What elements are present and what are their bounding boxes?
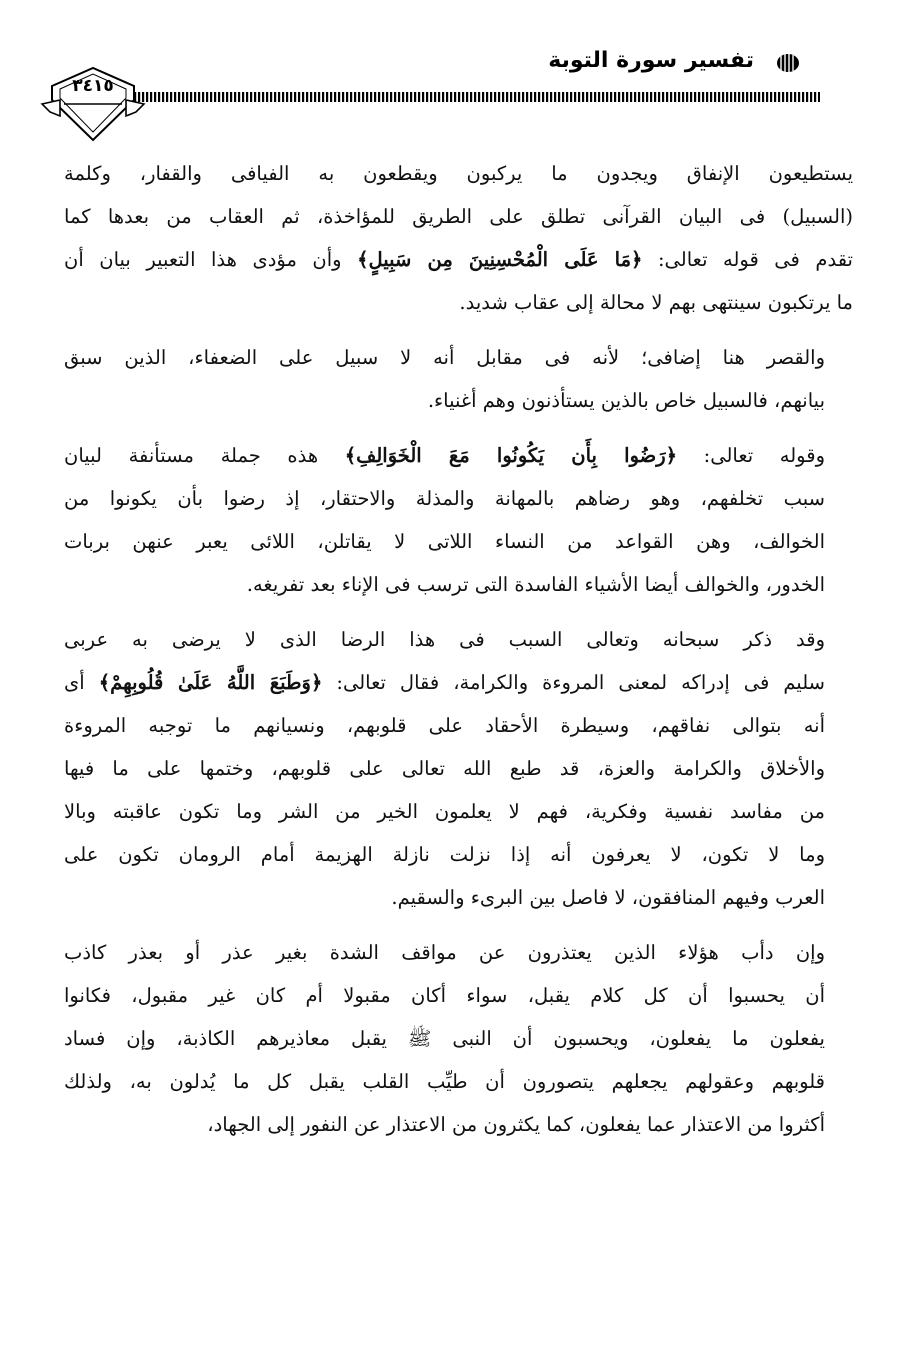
text-line xyxy=(64,563,853,606)
text-line xyxy=(64,876,853,919)
text-segment: أنه بتوالى نفاقهم، وسيطرة الأحقاد على قلوبهم، ونسيانهم ما توجبه المروءة xyxy=(64,714,825,737)
body-text xyxy=(64,152,853,1158)
text-line xyxy=(64,379,853,422)
text-line xyxy=(64,1103,853,1146)
text-line xyxy=(64,618,853,661)
text-line xyxy=(64,931,853,974)
quran-verse: ﴿وَطَبَعَ اللَّهُ عَلَىٰ قُلُوبِهِمْ﴾ xyxy=(98,671,323,694)
text-segment: بيانهم، فالسبيل خاص بالذين يستأذنون وهم أغنياء. xyxy=(427,389,825,412)
text-segment: وإن دأب هؤلاء الذين يعتذرون عن مواقف الشدة بغير عذر أو بعذر كاذب xyxy=(64,941,825,964)
text-segment: والقصر هنا إضافى؛ لأنه فى مقابل أنه لا سبيل على الضعفاء، الذين سبق xyxy=(64,346,825,369)
text-line xyxy=(64,1017,853,1060)
text-line xyxy=(64,238,853,281)
text-line xyxy=(64,520,853,563)
text-segment: أن يحسبوا أن كل كلام يقبل، سواء أكان مقبولا أم كان غير مقبول، فكانوا xyxy=(64,984,825,1007)
header-rule xyxy=(130,92,820,102)
text-line xyxy=(64,1060,853,1103)
quran-verse: ﴿مَا عَلَى الْمُحْسِنِينَ مِن سَبِيلٍ﴾ xyxy=(357,248,643,271)
text-line xyxy=(64,790,853,833)
text-line xyxy=(64,152,853,195)
text-segment: الخدور، والخوالف أيضا الأشياء الفاسدة التى ترسب فى الإناء بعد تفريغه. xyxy=(246,573,825,596)
text-line xyxy=(64,661,853,704)
text-segment: سبب تخلفهم، وهو رضاهم بالمهانة والمذلة والاحتقار، إذ رضوا بأن يكونوا من xyxy=(64,487,825,510)
paragraph xyxy=(64,931,853,1146)
text-segment: هذه جملة مستأنفة لبيان xyxy=(64,444,345,467)
text-segment: أى xyxy=(64,671,99,694)
text-line xyxy=(64,704,853,747)
text-line xyxy=(64,747,853,790)
text-line xyxy=(64,434,853,477)
text-segment: تقدم فى قوله تعالى: xyxy=(642,248,853,271)
paragraph xyxy=(64,434,853,606)
paragraph xyxy=(64,336,853,422)
title-ornament-icon xyxy=(775,52,801,74)
text-line xyxy=(64,833,853,876)
text-line xyxy=(64,974,853,1017)
paragraph xyxy=(64,152,853,324)
paragraph xyxy=(64,618,853,919)
text-segment: وقوله تعالى: xyxy=(677,444,825,467)
quran-verse: ﴿رَضُوا بِأَن يَكُونُوا مَعَ الْخَوَالِفِ﴾ xyxy=(344,444,678,467)
text-line xyxy=(64,195,853,238)
text-line xyxy=(64,336,853,379)
text-segment: (السبيل) فى البيان القرآنى تطلق على الطريق للمؤاخذة، ثم العقاب من بعدها كما xyxy=(64,205,853,228)
text-segment: سليم فى إدراكه لمعنى المروءة والكرامة، فقال تعالى: xyxy=(322,671,825,694)
text-segment: يستطيعون الإنفاق ويجدون ما يركبون ويقطعون به الفيافى والقفار، وكلمة xyxy=(64,162,853,185)
text-line xyxy=(64,477,853,520)
text-segment: والأخلاق والكرامة والعزة، قد طبع الله تعالى على قلوبهم، وختمها على ما فيها xyxy=(64,757,825,780)
text-segment: قلوبهم وعقولهم يجعلهم يتصورون أن طيِّب القلب يقبل كل ما يُدلون به، ولذلك xyxy=(64,1070,825,1093)
page-number: ٣٤١٥ xyxy=(72,76,114,96)
text-segment: الخوالف، وهن القواعد من النساء اللاتى لا يقاتلن، اللائى يعبر عنهن بربات xyxy=(64,530,825,553)
text-segment: وما لا تكون، لا يعرفون أنه إذا نزلت نازلة الهزيمة أمام الرومان تكون على xyxy=(64,843,825,866)
text-segment: يفعلون ما يفعلون، ويحسبون أن النبى ﷺ يقبل معاذيرهم الكاذبة، وإن فساد xyxy=(64,1027,825,1050)
text-segment: ما يرتكبون سينتهى بهم لا محالة إلى عقاب شديد. xyxy=(459,291,853,314)
text-segment: وقد ذكر سبحانه وتعالى السبب فى هذا الرضا الذى لا يرضى به عربى xyxy=(64,628,825,651)
text-line xyxy=(64,281,853,324)
text-segment: وأن مؤدى هذا التعبير بيان أن xyxy=(64,248,358,271)
text-segment: من مفاسد نفسية وفكرية، فهم لا يعلمون الخير من الشر وما تكون عاقبته وبالا xyxy=(64,800,825,823)
text-segment: العرب وفيهم المنافقون، لا فاصل بين البرىء والسقيم. xyxy=(391,886,825,909)
running-title: تفسير سورة التوبة xyxy=(548,48,754,73)
text-segment: أكثروا من الاعتذار عما يفعلون، كما يكثرون من الاعتذار عن النفور إلى الجهاد، xyxy=(207,1113,825,1136)
page-header xyxy=(0,0,917,140)
